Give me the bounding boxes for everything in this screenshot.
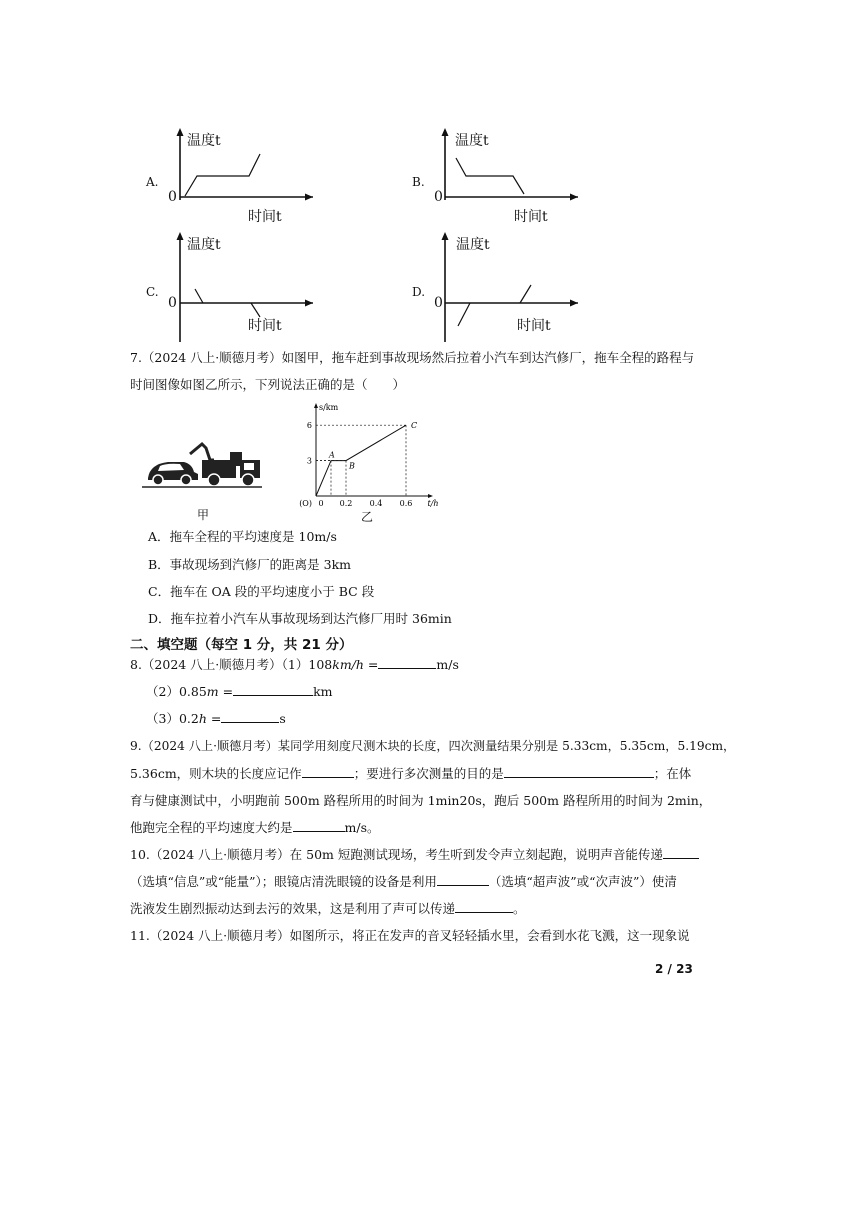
q11-line1: 11.（2024 八上·顺德月考）如图所示，将正在发声的音叉轻轻插水里，会看到水花飞溅，这一现象说 [130,928,690,943]
x-tick-label: 0 [318,499,324,508]
y-tick-label: 3 [306,456,312,466]
x-axis-arrow [428,494,433,498]
q10-2a: （选填“信息”或“能量”）；眼镜店清洗眼镜的设备是利用 [130,874,437,889]
point-label-b: B [349,461,355,471]
x-axis-label: 时间t [248,209,282,225]
q8-1-eq: = [363,657,379,672]
q10-line1 [130,846,699,864]
answer-blank[interactable] [302,765,354,778]
q10-line3 [130,900,526,918]
y-axis-arrow [314,403,318,408]
x-axis-label: 时间t [248,318,282,334]
q7-option-b: B．事故现场到汽修厂的距离是 3km [148,557,352,572]
q8-1-unit: km/h [332,657,364,672]
q7-stem-line2: 时间图像如图乙所示，下列说法正确的是（ ） [130,377,406,392]
q9-line2 [130,765,691,783]
q8-line1 [130,656,459,674]
temperature-time-graph-a [163,128,313,238]
q8-line2 [146,683,333,701]
q10-3b: 。 [513,901,526,916]
q10-line2 [130,873,677,891]
point-label-a: A [329,450,335,460]
q8-2-suffix: km [313,684,333,699]
q9-2c: ；在体 [653,766,692,781]
q8-1-prefix: 8.（2024 八上·顺德月考）（1）108 [130,657,333,672]
s-t-chart [294,400,439,508]
q9-line1: 9.（2024 八上·顺德月考）某同学用刻度尺测木块的长度，四次测量结果分别是 5.33cm，5.35cm，5.19cm， [130,739,736,753]
figure-jia-caption: 甲 [197,508,210,522]
answer-blank[interactable] [378,656,436,669]
temperature-time-graph-c [163,232,313,342]
q10-1a: 10.（2024 八上·顺德月考）在 50m 短跑测试现场，考生听到发令声立刻起跑，说明声音能传递 [130,847,663,862]
answer-blank[interactable] [663,846,699,859]
option-letter: C. [146,285,159,299]
q8-2-unit: m [206,684,219,699]
q9-4a: 他跑完全程的平均速度大约是 [130,820,293,835]
temperature-time-graph-b [428,128,578,238]
y-axis-label: 温度t [187,237,221,253]
origin-label: 0 [168,189,177,205]
x-axis-label: t/h [427,499,439,508]
x-tick-label: 0.6 [399,499,413,508]
origin-label: 0 [434,189,443,205]
point-label-c: C [411,421,418,431]
q9-line3: 育与健康测试中，小明跑前 500m 路程所用的时间为 1min20s，跑后 500m 路程所用的时间为 2min， [130,793,712,808]
y-axis-label: 温度t [187,133,221,149]
page-number: 2 / 23 [655,962,693,976]
q8-3-prefix: （3）0.2 [146,711,199,726]
curve [185,154,260,196]
q8-line3 [146,710,286,728]
q8-3-eq: = [206,711,222,726]
tow-truck-icon [190,444,260,486]
origin-label: (O) [299,499,312,508]
x-tick-label: 0.4 [369,499,383,508]
q7-option-a: A．拖车全程的平均速度是 10m/s [148,529,337,544]
x-tick-label: 0.2 [339,499,353,508]
y-axis-label: 温度t [456,237,490,253]
x-axis-label: 时间t [514,209,548,225]
answer-blank[interactable] [233,683,313,696]
origin-label: 0 [434,295,443,311]
temperature-time-graph-d [428,232,578,342]
q7-option-c: C．拖车在 OA 段的平均速度小于 BC 段 [148,584,375,599]
answer-blank[interactable] [437,873,489,886]
answer-blank[interactable] [221,710,279,723]
q9-4b: m/s。 [344,820,380,835]
section-heading: 二、填空题（每空 1 分，共 21 分） [130,637,353,653]
x-axis-label: 时间t [517,318,551,334]
tow-truck-figure [140,430,265,490]
y-axis-label: 温度t [455,133,489,149]
option-letter: B. [412,175,425,189]
x-axis-arrow [305,194,313,201]
q8-2-eq: = [218,684,234,699]
answer-blank[interactable] [455,900,513,913]
y-axis-label: s/km [319,403,339,412]
y-axis-arrow [177,128,184,136]
option-letter: A. [146,175,159,189]
q9-2b: ；要进行多次测量的目的是 [353,766,504,781]
towed-car-icon [148,462,198,485]
origin-label: 0 [168,295,177,311]
answer-blank[interactable] [293,819,345,832]
q10-3a: 洗液发生剧烈振动达到去污的效果，这是利用了声可以传递 [130,901,456,916]
q8-2-prefix: （2）0.85 [146,684,207,699]
q7-option-d: D．拖车拉着小汽车从事故现场到达汽修厂用时 36min [148,611,452,626]
option-letter: D. [412,285,426,299]
q8-3-suffix: s [279,711,286,726]
q8-3-unit: h [198,711,207,726]
y-tick-label: 6 [306,421,312,431]
q10-2b: （选填“超声波”或“次声波”）使清 [488,874,677,889]
figure-yi-caption: 乙 [361,510,374,524]
q9-2a: 5.36cm，则木块的长度应记作 [130,766,302,781]
answer-blank[interactable] [504,765,654,778]
q8-1-suffix: m/s [436,657,459,672]
q7-stem-line1: 7.（2024 八上·顺德月考）如图甲，拖车赶到事故现场然后拉着小汽车到达汽修厂，拖车全程的路程与 [130,350,695,365]
q9-line4 [130,819,380,837]
